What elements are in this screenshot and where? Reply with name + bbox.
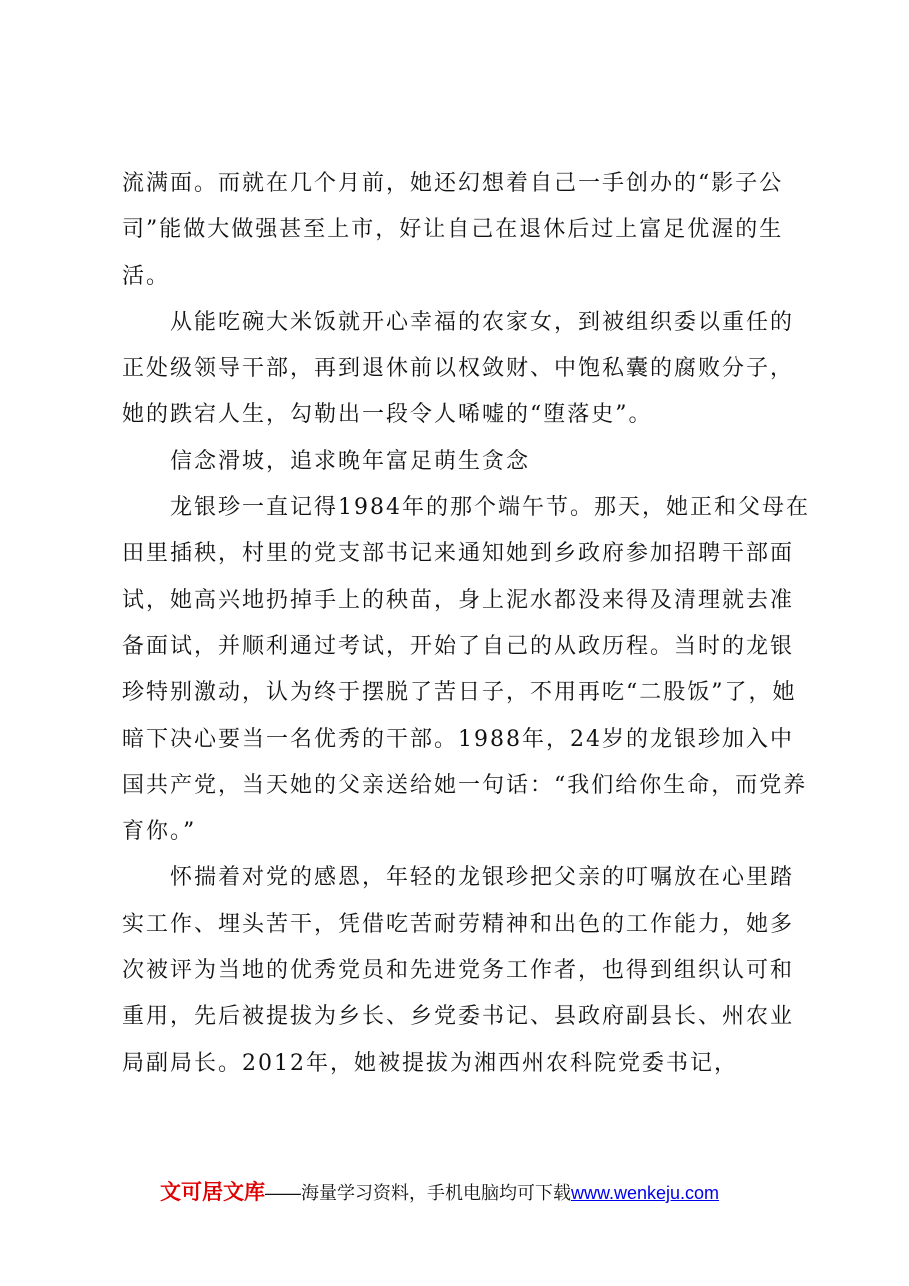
footer-website-link[interactable]: www.wenkeju.com	[571, 1183, 720, 1203]
footer-brand: 文可居文库	[160, 1181, 265, 1204]
section-heading: 信念滑坡，追求晚年富足萌生贪念	[170, 448, 531, 474]
paragraph-3: 龙银珍一直记得1984年的那个端午节。那天，她正和父母在田里插秧，村里的党支部书记来通知她到乡政府参加招聘干部面试，她高兴地扔掉手上的秧苗，身上泥水都没来得及清理就去准备面试，并顺利通过考试，开始了自己的从政历程。当时的龙银珍特别激动，认为终于摆脱了苦日子，不用再吃“二股饭”了，她暗下决心要当一名优秀的干部。1988年，24岁的龙银珍加入中国共产党，当天她的父亲送给她一句话：“我们给你生命，而党养育你。”	[122, 495, 810, 845]
footer-tagline: ——海量学习资料，手机电脑均可下载	[265, 1183, 571, 1203]
paragraph-2: 从能吃碗大米饭就开心幸福的农家女，到被组织委以重任的正处级领导干部，再到退休前以权敛财、中饱私囊的腐败分子，她的跌宕人生，勾勒出一段令人唏嘘的“堕落史”。	[122, 309, 795, 428]
article-body	[122, 161, 812, 1087]
paragraph-1: 流满面。而就在几个月前，她还幻想着自己一手创办的“影子公司”能做大做强甚至上市，好让自己在退休后过上富足优渥的生活。	[122, 171, 784, 289]
paragraph-4: 怀揣着对党的感恩，年轻的龙银珍把父亲的叮嘱放在心里踏实工作、埋头苦干，凭借吃苦耐劳精神和出色的工作能力，她多次被评为当地的优秀党员和先进党务工作者，也得到组织认可和重用，先后被提拔为乡长、乡党委书记、县政府副县长、州农业局副局长。2012年，她被提拔为湘西州农科院党委书记，	[122, 865, 795, 1076]
page-footer	[160, 1178, 719, 1208]
